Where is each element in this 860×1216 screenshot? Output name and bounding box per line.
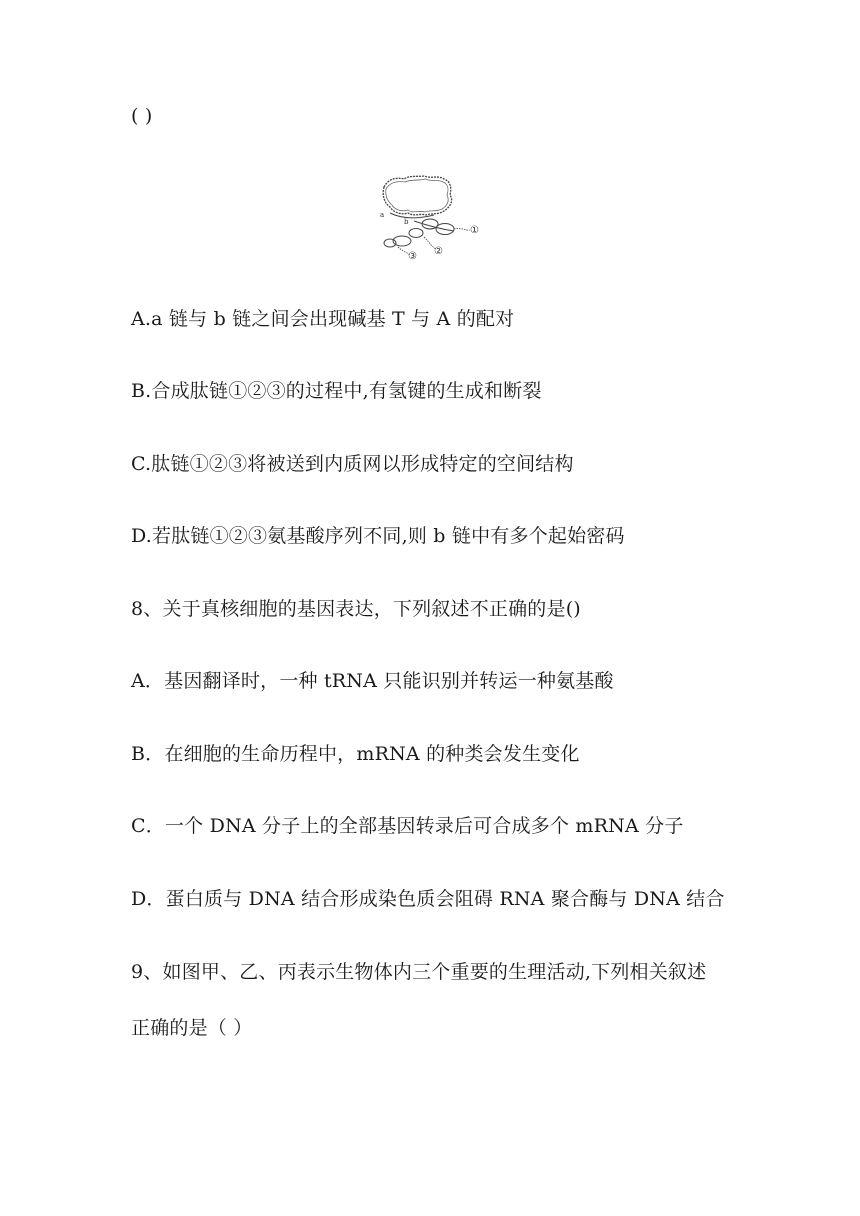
label-b: b [404,218,409,226]
answer-bracket: ( ) [131,105,153,127]
ribosome [409,229,423,238]
q8-option-d: D．蛋白质与 DNA 结合形成染色质会阻碍 RNA 聚合酶与 DNA 结合 [131,888,725,910]
strand-a [390,213,434,218]
q9-stem-line2: 正确的是（ ） [131,1017,253,1039]
q8-option-c: C．一个 DNA 分子上的全部基因转录后可合成多个 mRNA 分子 [131,815,684,837]
transcription-translation-figure [374,173,486,263]
label-1: ① [470,225,479,236]
q7-option-c: C.肽链①②③将被送到内质网以形成特定的空间结构 [131,453,574,475]
q7-option-d: D.若肽链①②③氨基酸序列不同,则 b 链中有多个起始密码 [131,525,625,547]
peptide-chain-1 [454,228,470,230]
label-3: ③ [408,251,417,262]
q9-stem-line1: 9、如图甲、乙、丙表示生物体内三个重要的生理活动,下列相关叙述 [131,961,707,983]
q8-option-b: B．在细胞的生命历程中，mRNA 的种类会发生变化 [131,743,580,765]
q8-option-a: A．基因翻译时，一种 tRNA 只能识别并转运一种氨基酸 [131,670,614,692]
q7-option-b: B.合成肽链①②③的过程中,有氢键的生成和断裂 [131,380,542,402]
q7-option-a: A.a 链与 b 链之间会出现碱基 T 与 A 的配对 [131,308,515,330]
q8-stem: 8、关于真核细胞的基因表达，下列叙述不正确的是() [131,598,581,620]
label-a: a [380,211,385,219]
label-2: ② [434,246,443,257]
